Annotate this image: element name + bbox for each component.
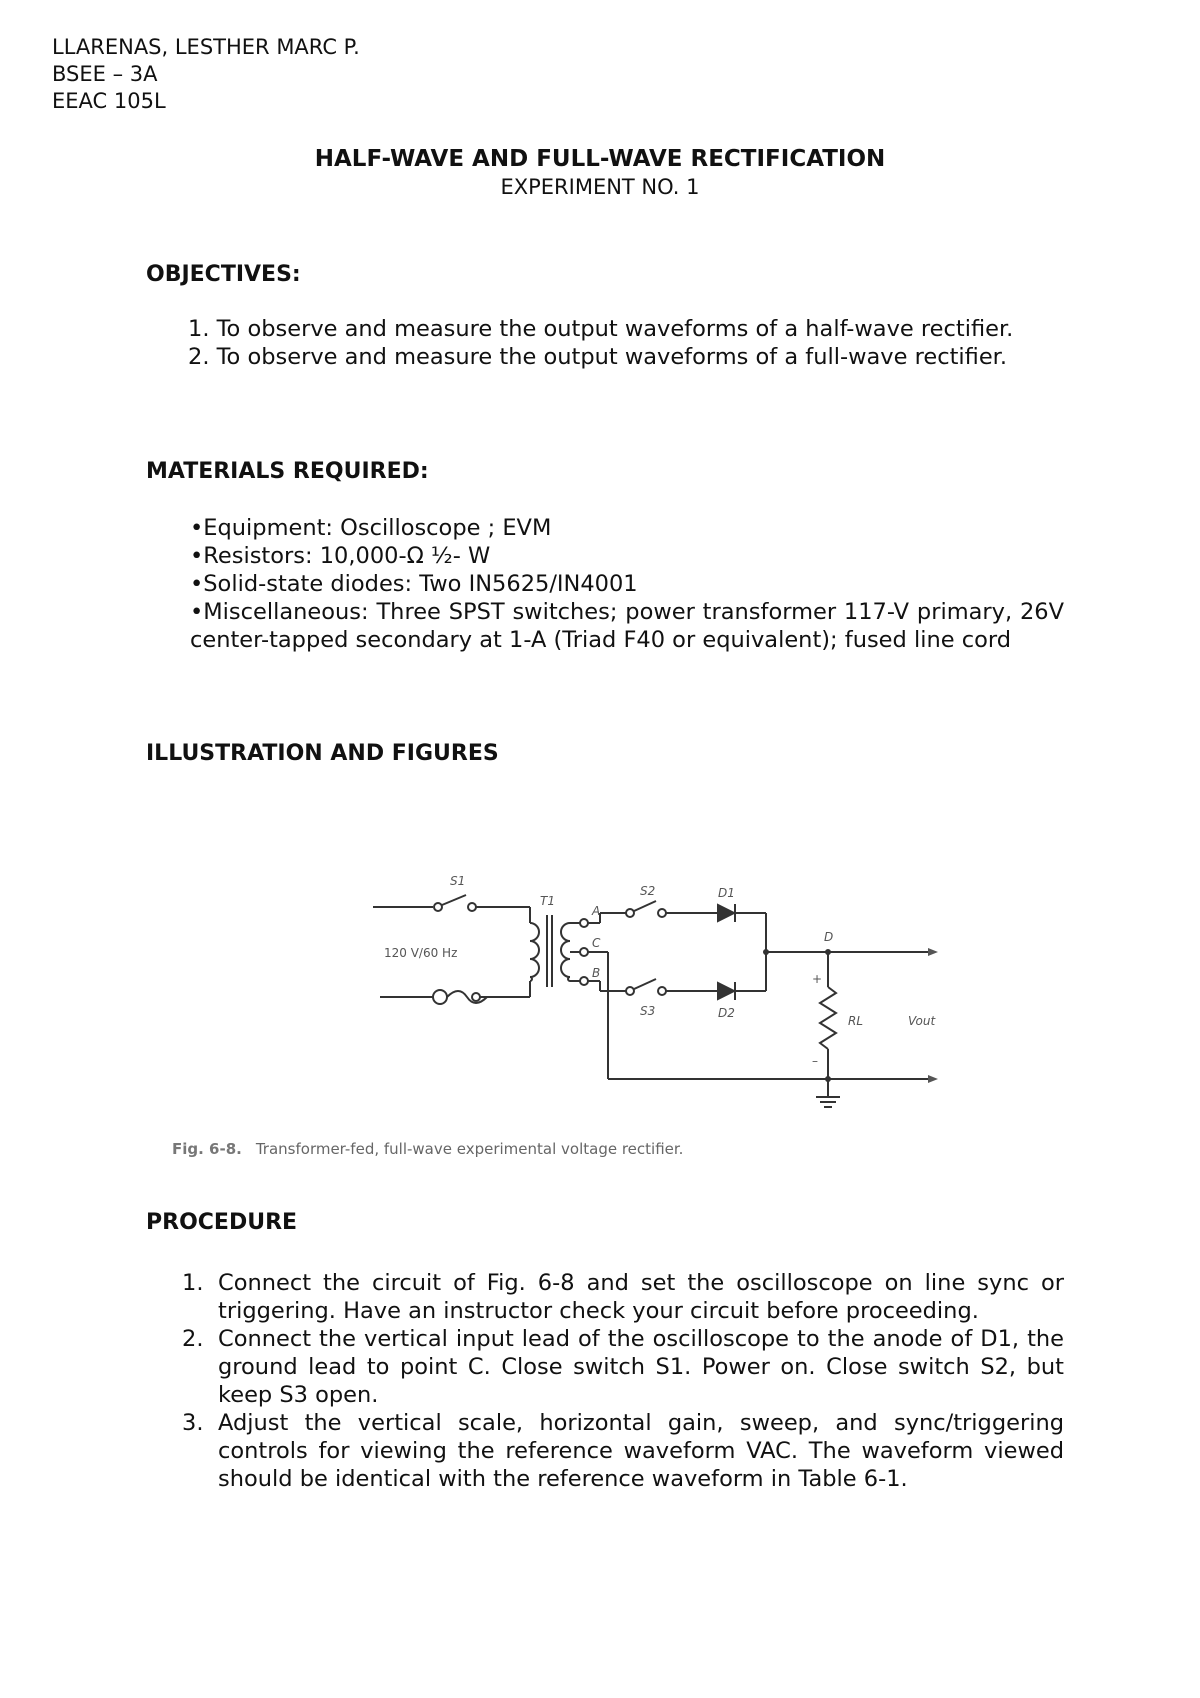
step-number: 2. (182, 1326, 204, 1352)
course-code: EEAC 105L (52, 89, 166, 113)
output-arrow-icon (928, 948, 938, 956)
label-d: D (824, 930, 834, 944)
document-title: HALF-WAVE AND FULL-WAVE RECTIFICATION (314, 146, 886, 172)
label-source: 120 V/60 Hz (384, 946, 458, 960)
author-header (52, 34, 360, 115)
label-c: C (592, 936, 601, 950)
procedure-step (182, 1269, 1064, 1325)
label-a: A (592, 904, 601, 918)
material-item: •Equipment: Oscilloscope ; EVM (190, 515, 552, 541)
materials-list (190, 514, 1064, 654)
label-t1: T1 (540, 894, 555, 908)
caption-number: Fig. 6-8. (172, 1140, 242, 1158)
material-item: •Solid-state diodes: Two IN5625/IN4001 (190, 571, 638, 597)
objectives-heading: OBJECTIVES: (146, 262, 301, 287)
label-d1: D1 (718, 886, 735, 900)
label-vout: Vout (908, 1014, 936, 1028)
label-rl: RL (848, 1014, 864, 1028)
materials-heading: MATERIALS REQUIRED: (146, 459, 429, 484)
rectifier-circuit-figure (148, 815, 1038, 1195)
procedure-step (182, 1409, 1064, 1493)
objectives-list (146, 315, 1064, 371)
label-b: B (592, 966, 601, 980)
caption-text: Transformer-fed, full-wave experimental voltage rectifier. (255, 1140, 684, 1158)
label-d2: D2 (718, 1006, 735, 1020)
output-arrow-icon (928, 1075, 938, 1083)
objective-item: 2. To observe and measure the output waveforms of a full-wave rectifier. (188, 344, 1007, 370)
step-text: Connect the vertical input lead of the oscilloscope to the anode of D1, the ground lead to point C. Close switch S1. Power on. Close switch S2, but keep S3 open. (218, 1326, 1064, 1408)
student-section: BSEE – 3A (52, 62, 158, 86)
procedure-list (182, 1269, 1064, 1493)
label-plus: + (812, 972, 823, 986)
label-s2: S2 (640, 884, 656, 898)
procedure-step (182, 1325, 1064, 1409)
procedure-heading: PROCEDURE (146, 1210, 298, 1235)
step-text: Connect the circuit of Fig. 6-8 and set the oscilloscope on line sync or triggering. Have an instructor check your circuit before proceeding. (218, 1270, 1064, 1324)
student-name: LLARENAS, LESTHER MARC P. (52, 35, 360, 59)
experiment-number: EXPERIMENT NO. 1 (500, 175, 700, 199)
step-number: 1. (182, 1270, 204, 1296)
figure-caption (172, 1140, 683, 1158)
objective-item: 1. To observe and measure the output waveforms of a half-wave rectifier. (188, 316, 1014, 342)
label-s1: S1 (450, 874, 466, 888)
label-minus: – (812, 1054, 818, 1068)
illustration-heading: ILLUSTRATION AND FIGURES (146, 741, 499, 766)
material-item: •Miscellaneous: Three SPST switches; power transformer 117-V primary, 26V center-tapped secondary at 1-A (Triad F40 or equivalent); fused line cord (190, 599, 1064, 653)
material-item: •Resistors: 10,000-Ω ½- W (190, 543, 491, 569)
step-number: 3. (182, 1410, 204, 1436)
label-s3: S3 (640, 1004, 656, 1018)
step-text: Adjust the vertical scale, horizontal gain, sweep, and sync/triggering controls for viewing the reference waveform VAC. The waveform viewed should be identical with the reference waveform in Table 6-1. (218, 1410, 1064, 1492)
